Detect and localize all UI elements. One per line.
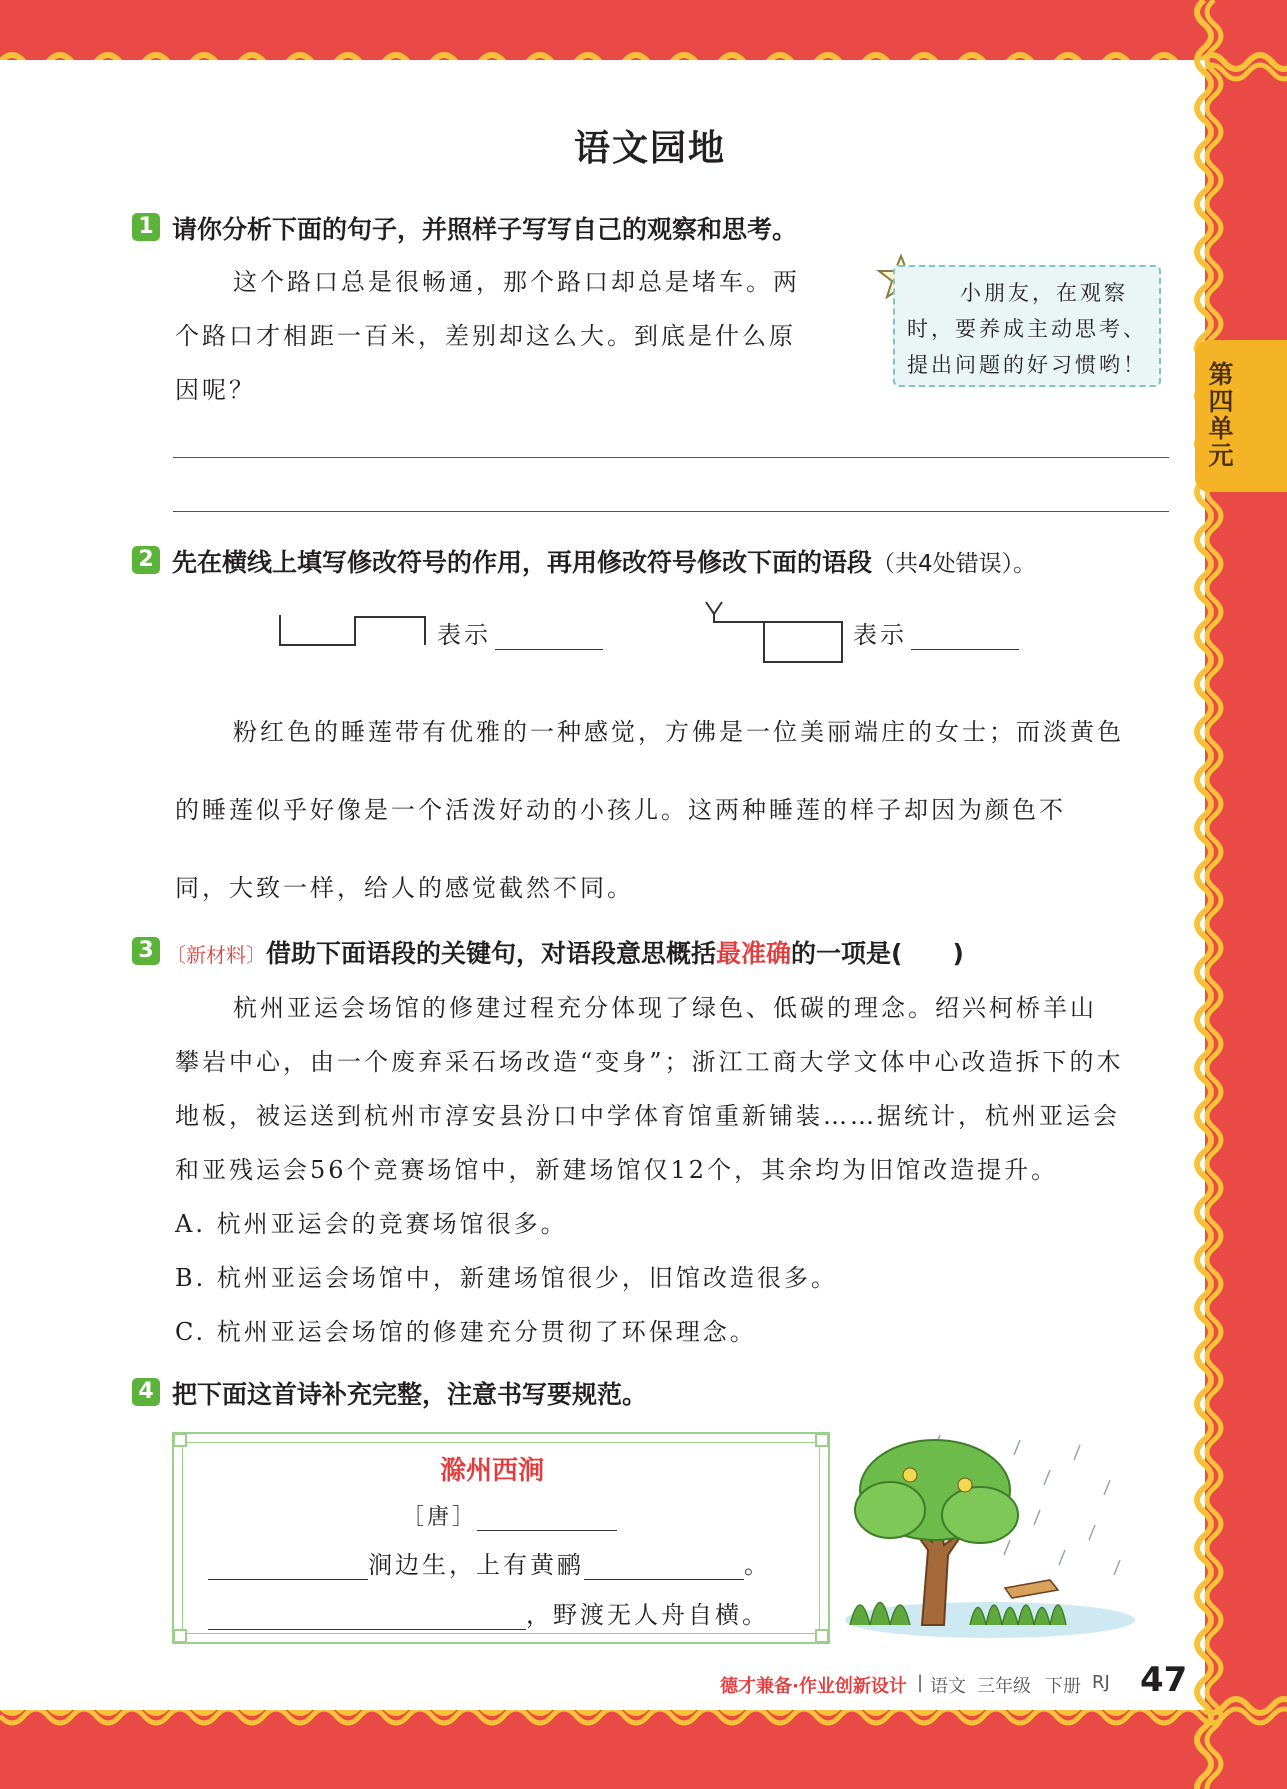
poem-line-2-blank[interactable] <box>208 1605 526 1630</box>
q3-prompt-emphasis: 最准确 <box>716 939 792 968</box>
tip-line-2: 时，要养成主动思考、 <box>907 317 1147 341</box>
tip-line-1: 小朋友，在观察 <box>960 281 1128 305</box>
symbol-1-label <box>437 615 603 650</box>
q3-prompt-a: 借助下面语段的关键句，对语段意思概括 <box>266 939 717 968</box>
q3-prompt-b: 的一项是( ) <box>791 939 964 968</box>
poem-line-2 <box>208 1595 769 1630</box>
question-3-prompt <box>166 934 964 970</box>
q3-line-1: 杭州亚运会场馆的修建过程充分体现了绿色、低碳的理念。绍兴柯桥羊山 <box>233 994 1097 1022</box>
q1-line-2: 个路口才相距一百米，差别却这么大。到底是什么原 <box>175 322 796 350</box>
question-number-4: 4 <box>132 1378 160 1406</box>
q2-prompt-main: 先在横线上填写修改符号的作用，再用修改符号修改下面的语段 <box>172 548 873 577</box>
new-material-tag: 〔新材料〕 <box>166 943 266 967</box>
option-b[interactable]: B. 杭州亚运会场馆中，新建场馆很少，旧馆改造很多。 <box>175 1264 838 1292</box>
option-a[interactable]: A. 杭州亚运会的竞赛场馆很多。 <box>175 1210 568 1238</box>
q2-prompt-note: （共4处错误）。 <box>872 551 1037 577</box>
q3-line-4: 和亚残运会56个竞赛场馆中，新建场馆仅12个，其余均为旧馆改造提升。 <box>175 1156 1059 1184</box>
footer-divider: | <box>917 1672 924 1693</box>
q2-line-3: 同，大致一样，给人的感觉截然不同。 <box>175 874 634 902</box>
footer-brand: 德才兼备·作业创新设计 <box>720 1676 907 1697</box>
q1-line-3: 因呢？ <box>175 376 256 404</box>
poem-author-blank[interactable] <box>477 1506 617 1531</box>
poem-line-2-text: ，野渡无人舟自横。 <box>526 1601 769 1629</box>
question-1-prompt: 请你分析下面的句子，并照样子写写自己的观察和思考。 <box>172 215 798 244</box>
poem-dynasty <box>402 1500 617 1531</box>
poem-line-1 <box>208 1545 771 1580</box>
q2-line-2: 的睡莲似乎好像是一个活泼好动的小孩儿。这两种睡莲的样子却因为颜色不 <box>175 796 1066 824</box>
right-border-pattern <box>1178 0 1238 1789</box>
footer-grade: 三年级 <box>977 1676 1031 1697</box>
question-number-1: 1 <box>132 213 160 241</box>
poem-line-1-blank-b[interactable] <box>584 1555 744 1580</box>
footer-volume: 下册 <box>1045 1676 1081 1697</box>
q3-line-2: 攀岩中心，由一个废弃采石场改造“变身”；浙江工商大学文体中心改造拆下的木 <box>175 1048 1124 1076</box>
symbol-2-label <box>853 615 1019 650</box>
tip-box <box>893 265 1161 387</box>
symbol-1-answer-blank[interactable] <box>495 625 603 650</box>
question-number-3: 3 <box>132 937 160 965</box>
poem-line-1-blank-a[interactable] <box>208 1555 368 1580</box>
footer-edition: RJ <box>1092 1672 1110 1693</box>
poem-line-1-end: 。 <box>744 1551 771 1579</box>
poem-dynasty-text: ［唐］ <box>402 1505 478 1530</box>
q1-answer-line-2[interactable] <box>173 511 1169 512</box>
q1-line-1: 这个路口总是很畅通，那个路口却总是堵车。两 <box>233 268 800 296</box>
question-2-prompt <box>172 543 1036 579</box>
symbol-2-answer-blank[interactable] <box>911 625 1019 650</box>
question-number-2: 2 <box>132 546 160 574</box>
question-4-prompt: 把下面这首诗补充完整，注意书写要规范。 <box>172 1380 648 1409</box>
poem-line-1-text: 涧边生，上有黄鹂 <box>368 1551 584 1579</box>
tree-rain-illustration <box>840 1430 1140 1640</box>
footer-subject: 语文 <box>930 1676 966 1697</box>
page-number: 47 <box>1140 1660 1188 1700</box>
insert-mark-symbol-icon <box>702 598 847 666</box>
unit-tab-label: 第 四 单 元 <box>1208 360 1234 470</box>
poem-title: 滁州西涧 <box>440 1456 545 1486</box>
option-c[interactable]: C. 杭州亚运会场馆的修建充分贯彻了环保理念。 <box>175 1318 757 1346</box>
page-title: 语文园地 <box>573 128 726 169</box>
q3-line-3: 地板，被运送到杭州市淳安县汾口中学体育馆重新铺装……据统计，杭州亚运会 <box>175 1102 1120 1130</box>
q2-line-1: 粉红色的睡莲带有优雅的一种感觉，方佛是一位美丽端庄的女士；而淡黄色 <box>233 718 1124 746</box>
symbol-2-label-text: 表示 <box>853 621 907 649</box>
tip-line-3: 提出问题的好习惯哟！ <box>907 353 1147 377</box>
q1-answer-line-1[interactable] <box>173 457 1169 458</box>
swap-mark-symbol-icon <box>275 612 430 652</box>
symbol-1-label-text: 表示 <box>437 621 491 649</box>
